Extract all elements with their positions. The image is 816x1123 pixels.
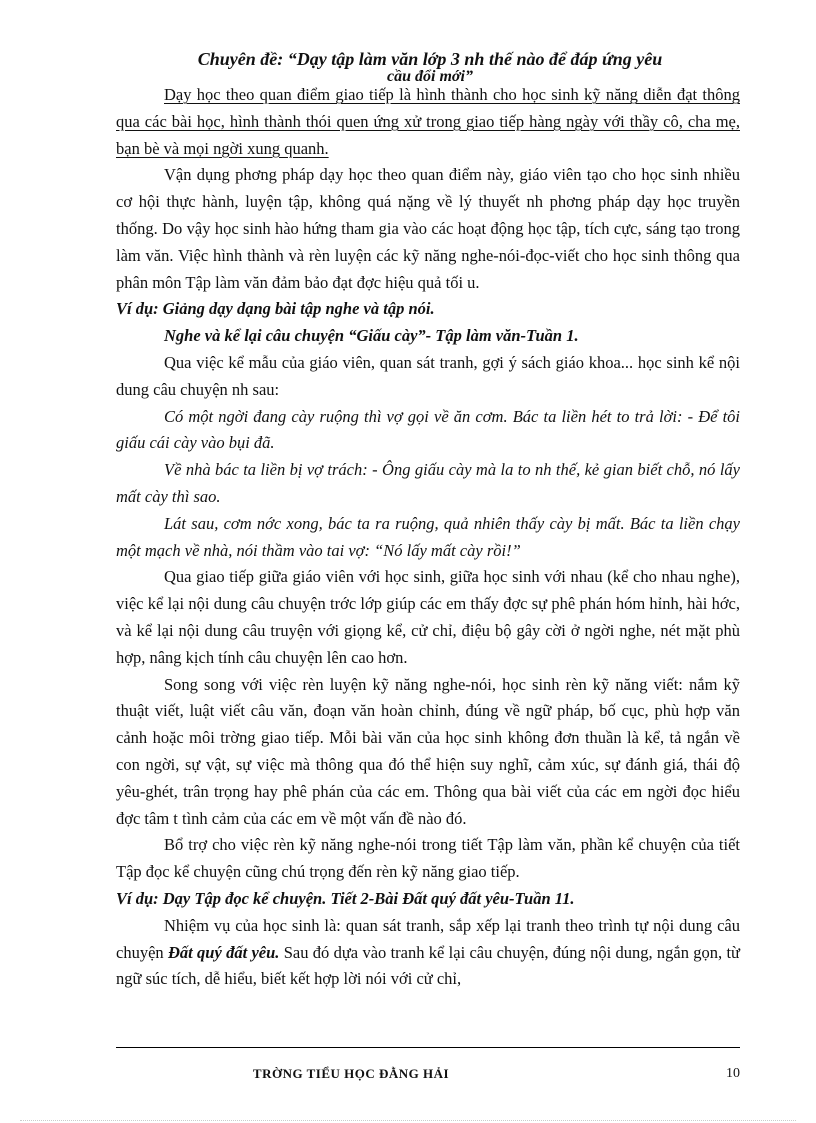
paragraph-7-end: Sau đó dựa vào tranh kể lại câu chuyện, đúng nội dung, ngắn gọn, từ ngữ súc tích, dễ hiểu, biết kết hợp lời nói với cử chỉ, <box>116 942 740 989</box>
page-footer <box>116 1066 740 1088</box>
paragraph-6: Bổ trợ cho việc rèn kỹ năng nghe-nói trong tiết Tập làm văn, phần kể chuyện của tiết Tập đọc kể chuyện cũng chú trọng đến rèn kỹ năng giao tiếp. <box>116 835 740 882</box>
paragraph-7-start: Nhiệm vụ của học sinh là: quan sát tranh, sắp xếp lại tranh theo trình tự nội dung câu chuyện <box>116 915 740 962</box>
paragraph-3: Qua việc kể mẫu của giáo viên, quan sát tranh, gợi ý sách giáo khoa... học sinh kể nội dung câu chuyện nh sau: <box>116 352 740 399</box>
story-line-1: Có một ngời đang cày ruộng thì vợ gọi về ăn cơm. Bác ta liền hét to trả lời: - Để tôi giấu cái cày vào bụi đã. <box>116 406 740 453</box>
paragraph-5: Song song với việc rèn luyện kỹ năng nghe-nói, học sinh rèn kỹ năng viết: nắm kỹ thuật viết, luật viết câu văn, đoạn văn hoàn chỉnh, đúng về ngữ pháp, bố cục, phù hợp văn cảnh hoặc môi trờng giao tiếp. Mỗi bài văn của học sinh không đơn thuần là kể, tả ngắn về con ngời, sự vật, sự việc mà thông qua đó thể hiện suy nghĩ, cảm xúc, sự đánh giá, thái độ yêu-ghét, trân trọng hay phê phán của các em. Thông qua bài viết của các em ngời đọc hiểu đợc tâm t tình cảm của các em về một vấn đề nào đó. <box>116 674 740 828</box>
example-heading-2: Ví dụ: Dạy Tập đọc kể chuyện. Tiết 2-Bài Đất quý đất yêu-Tuần 11. <box>116 888 575 908</box>
example-heading-1: Ví dụ: Giảng dạy dạng bài tập nghe và tập nói. <box>116 299 435 319</box>
header-title-line-2: cầu đổi mới” <box>387 68 473 85</box>
paragraph-4: Qua giao tiếp giữa giáo viên với học sinh, giữa học sinh với nhau (kể cho nhau nghe), việc kể lại nội dung câu chuyện trớc lớp giúp các em thấy đợc sự phê phán hóm hỉnh, hài hớc, và kể lại nội dung câu truyện với giọng kể, cử chỉ, điệu bộ gây cời ở ngời nghe, nét mặt phù hợp, nâng kịch tính câu chuyện lên cao hơn. <box>116 567 740 667</box>
story-line-2: Về nhà bác ta liền bị vợ trách: - Ông giấu cày mà la to nh thế, kẻ gian biết chỗ, nó lấy mất cày thì sao. <box>116 460 740 506</box>
body-text <box>116 82 740 993</box>
paragraph-7 <box>116 913 740 993</box>
story-line-3: Lát sau, cơm nớc xong, bác ta ra ruộng, quả nhiên thấy cày bị mất. Bác ta liền chạy một mạch về nhà, nói thầm vào tai vợ: “Nó lấy mất cày rồi!” <box>116 513 740 560</box>
story-name-bold: Đất quý đất yêu. <box>167 942 280 962</box>
footer-divider <box>116 1047 740 1048</box>
header-title-line-1: Chuyên đề: “Dạy tập làm văn lớp 3 nh thế nào để đáp ứng yêu <box>197 49 663 69</box>
page-bottom-dotted-line <box>20 1120 796 1121</box>
page-number: 10 <box>726 1066 740 1081</box>
paragraph-1: Dạy học theo quan điểm giao tiếp là hình thành cho học sinh kỹ năng diễn đạt thông qua các bài học, hình thành thói quen ứng xử trong giao tiếp hàng ngày với thầy cô, cha mẹ, bạn bè và mọi ngời xung quanh. <box>116 85 740 158</box>
story-title: Nghe và kể lại câu chuyện “Giấu cày”- Tập làm văn-Tuần 1. <box>164 326 579 346</box>
paragraph-2: Vận dụng phơng pháp dạy học theo quan điểm này, giáo viên tạo cho học sinh nhiều cơ hội thực hành, luyện tập, không quá nặng về lý thuyết nh phơng pháp dạy học truyền thống. Do vậy học sinh hào hứng tham gia vào các hoạt động học tập, tích cực, sáng tạo trong làm văn. Việc hình thành và rèn luyện các kỹ năng nghe-nói-đọc-viết cho học sinh thông qua phân môn Tập làm văn đảm bảo đạt đợc hiệu quả tối u. <box>116 165 740 292</box>
footer-school-name: TRỜNG TIỂU HỌC ĐẰNG HẢI <box>252 1066 450 1081</box>
